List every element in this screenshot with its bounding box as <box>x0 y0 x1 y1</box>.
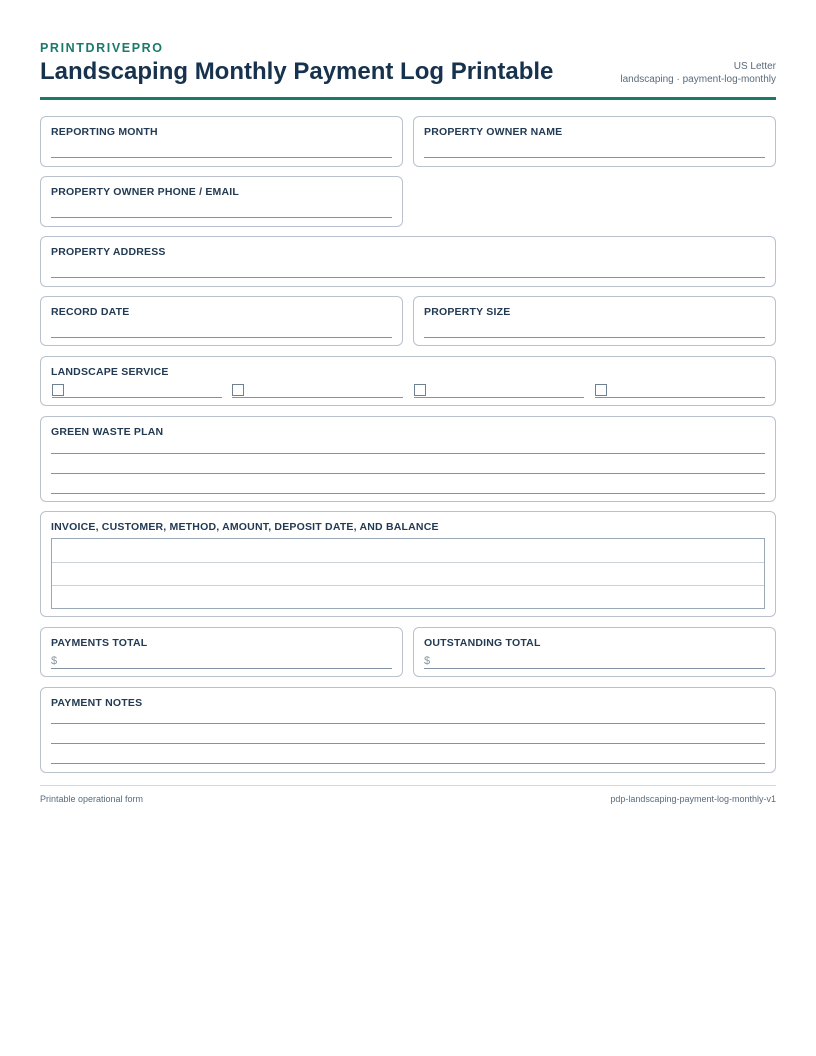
green-waste-plan-line-2[interactable] <box>51 473 765 474</box>
footer-form-id: pdp-landscaping-payment-log-monthly-v1 <box>610 794 776 804</box>
document-meta <box>620 60 776 86</box>
outstanding-total-label: OUTSTANDING TOTAL <box>424 637 541 649</box>
property-owner-contact-label: PROPERTY OWNER PHONE / EMAIL <box>51 186 240 198</box>
brand-name: PRINTDRIVEPRO <box>40 41 164 55</box>
page-title: Landscaping Monthly Payment Log Printable <box>40 58 554 85</box>
property-address-input-line[interactable] <box>51 277 765 278</box>
header-divider <box>40 97 776 100</box>
currency-prefix: $ <box>51 655 58 667</box>
paper-size-label: US Letter <box>733 61 776 72</box>
landscape-service-label: LANDSCAPE SERVICE <box>51 366 169 378</box>
payments-total-input-line[interactable] <box>51 668 392 669</box>
payment-notes-label: PAYMENT NOTES <box>51 697 143 709</box>
green-waste-plan-label: GREEN WASTE PLAN <box>51 426 164 438</box>
property-owner-contact-input-line[interactable] <box>51 217 392 218</box>
footer-description: Printable operational form <box>40 794 144 804</box>
record-date-field <box>40 296 403 346</box>
checkbox[interactable] <box>595 384 607 396</box>
option-write-line[interactable] <box>52 397 222 398</box>
payments-total-label: PAYMENTS TOTAL <box>51 637 148 649</box>
invoice-table-label: INVOICE, CUSTOMER, METHOD, AMOUNT, DEPOSIT DATE, AND BALANCE <box>51 521 439 533</box>
checkbox[interactable] <box>52 384 64 396</box>
green-waste-plan-field <box>40 416 776 502</box>
landscape-service-field <box>40 356 776 406</box>
option-write-line[interactable] <box>595 397 765 398</box>
table-row-divider <box>52 585 764 586</box>
payment-notes-line-2[interactable] <box>51 743 765 744</box>
property-size-input-line[interactable] <box>424 337 765 338</box>
invoice-table-field <box>40 511 776 617</box>
property-owner-name-field <box>413 116 776 167</box>
outstanding-total-input-line[interactable] <box>424 668 765 669</box>
property-owner-contact-field <box>40 176 403 227</box>
landscape-service-option-2 <box>232 384 403 398</box>
property-owner-name-input-line[interactable] <box>424 157 765 158</box>
payment-notes-line-3[interactable] <box>51 763 765 764</box>
outstanding-total-field <box>413 627 776 677</box>
record-date-label: RECORD DATE <box>51 306 130 318</box>
property-size-field <box>413 296 776 346</box>
property-address-field <box>40 236 776 287</box>
option-write-line[interactable] <box>414 397 584 398</box>
green-waste-plan-line-1[interactable] <box>51 453 765 454</box>
reporting-month-label: REPORTING MONTH <box>51 126 158 138</box>
invoice-table <box>51 538 765 609</box>
property-owner-name-label: PROPERTY OWNER NAME <box>424 126 563 138</box>
landscape-service-option-4 <box>595 384 765 398</box>
checkbox[interactable] <box>232 384 244 396</box>
payments-total-field <box>40 627 403 677</box>
payment-notes-line-1[interactable] <box>51 723 765 724</box>
property-address-label: PROPERTY ADDRESS <box>51 246 166 258</box>
landscape-service-option-3 <box>414 384 584 398</box>
document-tags: landscaping · payment-log-monthly <box>620 74 776 85</box>
payment-notes-field <box>40 687 776 773</box>
currency-prefix: $ <box>424 655 431 667</box>
option-write-line[interactable] <box>232 397 403 398</box>
checkbox[interactable] <box>414 384 426 396</box>
footer-divider <box>40 785 776 786</box>
property-size-label: PROPERTY SIZE <box>424 306 511 318</box>
landscape-service-option-1 <box>52 384 222 398</box>
green-waste-plan-line-3[interactable] <box>51 493 765 494</box>
reporting-month-input-line[interactable] <box>51 157 392 158</box>
table-row-divider <box>52 562 764 563</box>
reporting-month-field <box>40 116 403 167</box>
record-date-input-line[interactable] <box>51 337 392 338</box>
